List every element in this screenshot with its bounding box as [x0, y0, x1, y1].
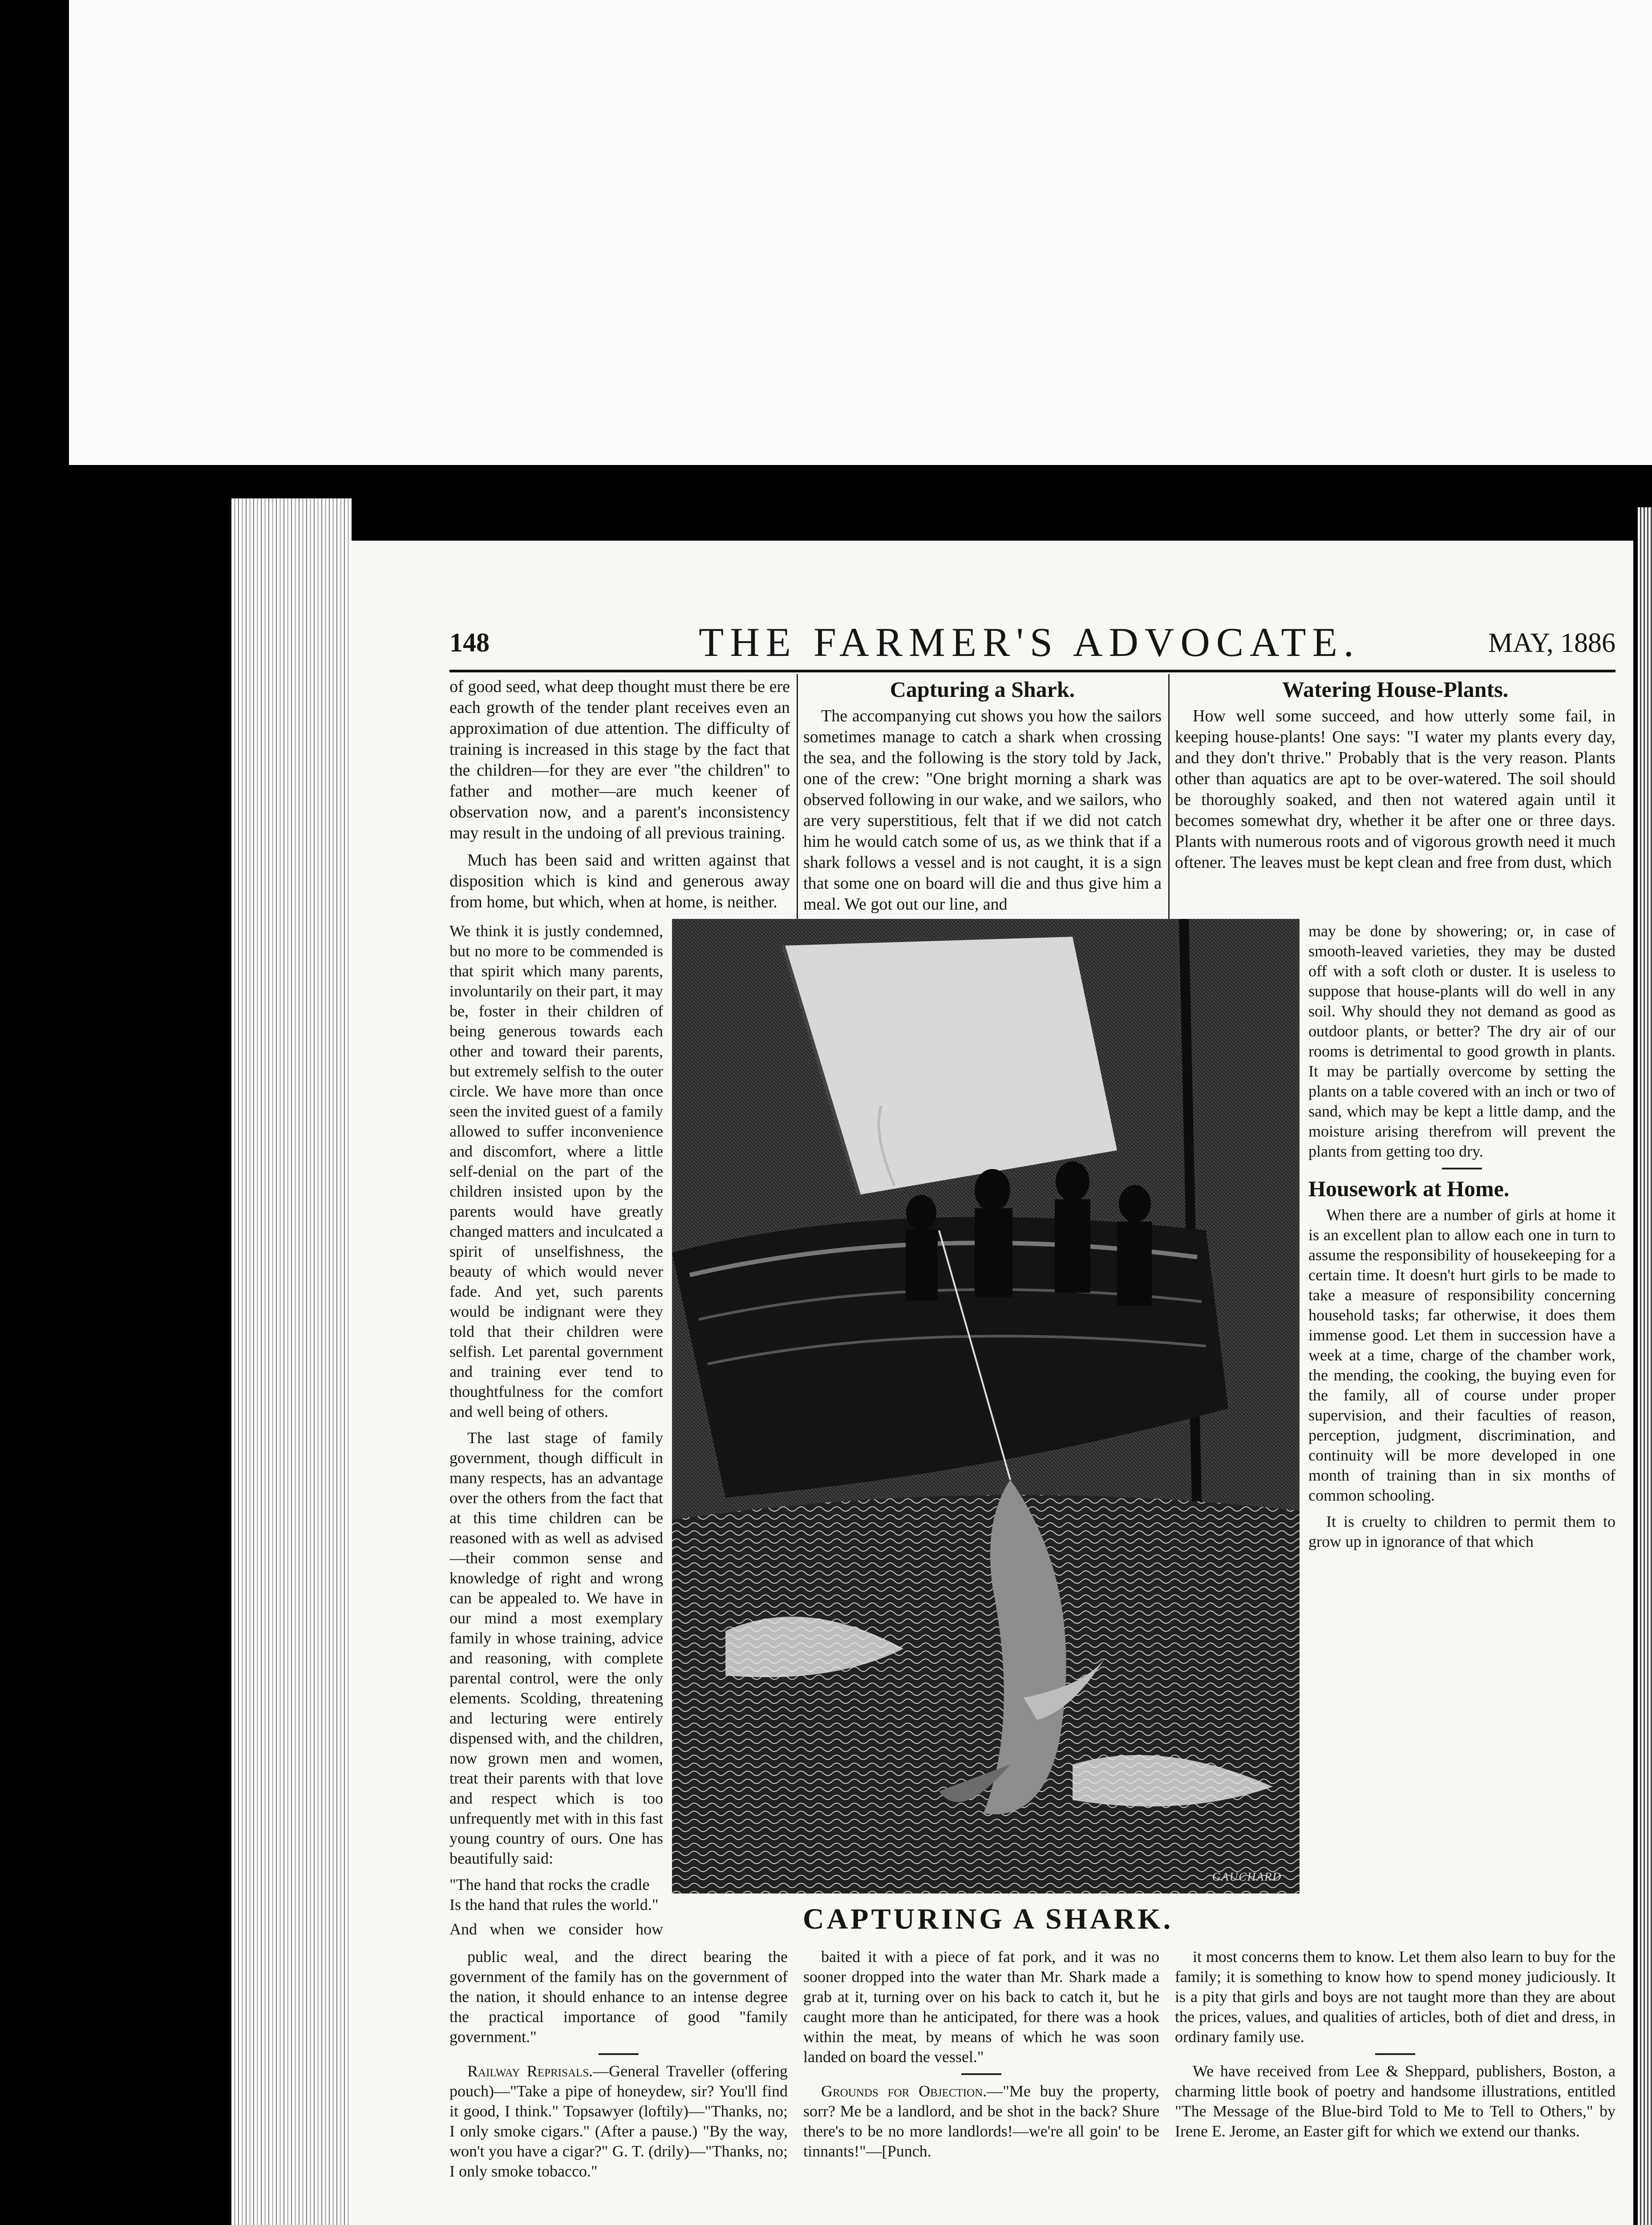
plants-text-narrow: may be done by showering; or, in case of smooth-leaved varieties, they may be dusted off with a soft cloth or duster. It is useless to suppose that house-plants will do well in any soil. Why should they not demand as good as outdoor plants, or better? The dry air of our rooms is detrimental to good growth in plants. It may be partially overcome by setting the plants on a table covered with an inch or two of sand, which may be kept a little damp, and the moisture arising therefrom will prevent the plants from getting too dry.	[1308, 922, 1616, 1160]
plants-text-top: How well some succeed, and how utterly some fail, in keeping house-plants! One says: "I water my plants every day, and they don't thrive." Probably that is the very reason. Plants other than aquatics are apt to be over-watered. The soil should be thoroughly soaked, and then not watered again until it becomes somewhat dry, whether it be after one or three days. Plants with numerous roots and of vigorous growth need it much oftener. The leaves must be kept clean and free from dust, which	[1175, 707, 1616, 872]
left-column	[449, 676, 790, 919]
poem-line-1: "The hand that rocks the cradle	[449, 1876, 650, 1893]
grounds-title: Grounds for Objection.	[821, 2082, 987, 2100]
sea	[672, 1495, 1300, 1893]
masthead-title: THE FARMER'S ADVOCATE.	[699, 619, 1360, 665]
section-rule	[1442, 1168, 1482, 1169]
left-column-narrow	[449, 921, 663, 1938]
left-paragraph-3: We think it is justly condemned, but no more to be commended is that spirit which many parents, involuntarily on their part, it may be, foster in their children of being generous towards each other and toward their parents, but extremely selfish to the outer circle. We have more than once seen the invited guest of a family allowed to suffer inconvenience and discomfort, where a little self-denial on the part of the children insisted upon by the parents would have greatly changed matters and inculcated a spirit of unselfishness, the beauty of which would never fade. And yet, such parents would be indignant were they told that their children were selfish. Let parental government and training ever tend to thoughtfulness for the comfort and well being of others.	[449, 922, 663, 1420]
shark-illustration	[672, 919, 1300, 1893]
shark-story-ending: baited it with a piece of fat pork, and it was no sooner dropped into the water than Mr. Shark made a grab at it, turning over on his back to catch it, but he caught more than he anticipated, for there was a hook within the meat, by means of which he was soon landed on board the vessel."	[803, 1948, 1159, 2066]
newspaper-page	[352, 541, 1633, 2225]
bottom-left-rule	[599, 2053, 639, 2055]
housework-ending: it most concerns them to know. Let them also learn to buy for the family; it is something to know how to spend money judiciously. It is a pity that girls and boys are not taught more than they are about the prices, values, and qualities of articles, both of diet and dress, in ordinary family use.	[1175, 1948, 1616, 2046]
header-rule	[449, 670, 1616, 672]
page-header	[449, 619, 1616, 668]
left-paragraph-5: And when we consider how	[449, 1920, 663, 1938]
left-paragraph-1: of good seed, what deep thought must there be ere each growth of the tender plant receives even an approximation of due attention. The difficulty of training is increased in this stage by the fact that the children—for they are ever "the children" to father and mother—are much keener of observation now, and a parent's inconsistency may result in the undoing of all previous training.	[449, 677, 790, 842]
middle-column	[803, 676, 1162, 917]
housework-text: When there are a number of girls at home it is an excellent plan to allow each one in turn to assume the responsibility of housekeeping for a certain time. It doesn't hurt girls to be made to take a measure of responsibility concerning household tasks; far otherwise, it does them immense good. Let them in succession have a week at a time, charge of the chamber work, the mending, the cooking, the buying even for the family, all of course under proper supervision, and their faculties of reason, perception, judgment, discrimination, and continuity will be more developed in one month of training than in six months of common schooling.	[1308, 1206, 1616, 1504]
column-divider-left	[797, 674, 798, 919]
railway-text: —General Traveller (offering pouch)—"Take a pipe of honeydew, sir? You'll find it good, I think." Topsawyer (loftily)—"Thanks, no; I only smoke cigars." (After a pause.) "By the way, won't you have a cigar?" G. T. (drily)—"Thanks, no; I only smoke tobacco."	[449, 2062, 788, 2180]
illustration-caption: CAPTURING A SHARK.	[802, 1903, 1174, 1935]
housework-text-continued: It is cruelty to children to permit them to grow up in ignorance of that which	[1308, 1513, 1616, 1550]
book-page-edges	[231, 498, 352, 2225]
article-title-housework: Housework at Home.	[1308, 1176, 1510, 1201]
bottom-middle-column	[803, 1947, 1159, 2178]
article-title-shark: Capturing a Shark.	[890, 677, 1075, 702]
shark-story-text: The accompanying cut shows you how the sailors sometimes manage to catch a shark when crossing the sea, and the following is the story told by Jack, one of the crew: "One bright morning a shark was observed following in our wake, and we sailors, who are very superstitious, felt that if we did not catch him he would catch some of us, as we think that if a shark follows a vessel and is not caught, it is a sign that some one on board will die and thus give him a meal. We got out our line, and	[803, 707, 1162, 914]
book-notice: We have received from Lee & Sheppard, publishers, Boston, a charming little book of poetry and handsome illustrations, entitled "The Message of the Blue-bird Told to Me to Tell to Others," by Irene E. Jerome, an Easter gift for which we extend our thanks.	[1175, 2062, 1616, 2140]
bottom-left-column	[449, 1947, 788, 2178]
left-paragraph-2: Much has been said and written against that disposition which is kind and generous away from home, but which, when at home, is neither.	[449, 851, 790, 911]
poem-line-2: Is the hand that rules the world."	[449, 1896, 659, 1914]
issue-date: MAY, 1886	[1488, 628, 1616, 658]
left-paragraph-4: The last stage of family government, though difficult in many respects, has an advantage over the others from the fact that at this time children can be reasoned with as well as advised—their common sense and knowledge of right and wrong can be appealed to. We have in our mind a most exemplary family in whose training, advice and reasoning, with complete parental control, were the only elements. Scolding, threatening and lecturing were entirely dispensed with, and the children, now grown men and women, treat their parents with that love and respect which is too unfrequently met with in this fast young country of ours. One has beautifully said:	[449, 1429, 663, 1867]
bottom-middle-rule	[961, 2073, 1001, 2075]
bottom-right-rule	[1375, 2053, 1415, 2055]
right-column	[1175, 676, 1616, 919]
bottom-right-column	[1175, 1947, 1616, 2178]
bottom-left-paragraph: public weal, and the direct bearing the government of the family has on the government of the nation, it should enhance to an intense degree the practical importance of good "family government."	[449, 1948, 788, 2046]
column-divider-right	[1168, 674, 1170, 919]
page-number: 148	[449, 628, 490, 657]
engraving-artwork	[672, 919, 1300, 1893]
right-column-narrow	[1308, 921, 1616, 1940]
engraver-signature: GAUCHARD	[1212, 1870, 1282, 1883]
grounds-text: —"Me buy the property, sorr? Me be a landlord, and be shot in the back? Shure there's to be no more landlords!—we're all goin' to be tinnants!"—[Punch.	[803, 2082, 1159, 2160]
railway-title: Railway Reprisals.	[467, 2062, 593, 2080]
book-right-edge	[1638, 507, 1652, 2225]
article-title-plants: Watering House-Plants.	[1282, 677, 1509, 702]
